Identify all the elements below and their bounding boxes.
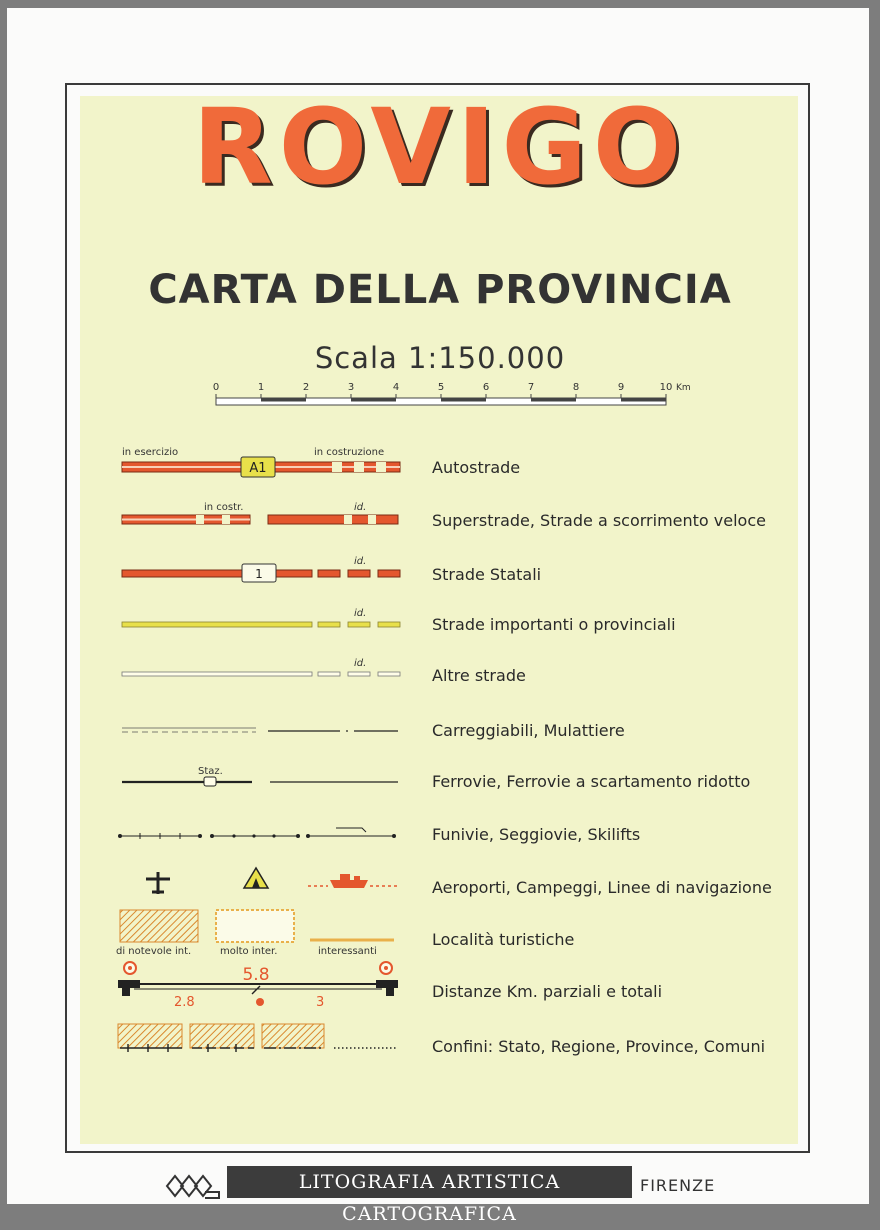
map-title: ROVIGO <box>192 86 688 208</box>
scale-tick-label: 0 <box>212 382 220 393</box>
altre-note-right: id. <box>354 658 367 669</box>
funivie-label: Funivie, Seggiovie, Skilifts <box>432 825 641 844</box>
turistiche-label: Località turistiche <box>432 930 575 949</box>
scale-tick-label: 8 <box>572 382 580 393</box>
provinciali-label: Strade importanti o provinciali <box>432 615 676 634</box>
distanze-part-right: 3 <box>316 995 325 1010</box>
turistiche-note-3: interessanti <box>318 946 377 957</box>
provinciali-note-right: id. <box>354 608 367 619</box>
carreggiabili-label: Carreggiabili, Mulattiere <box>432 721 625 740</box>
distanze-part-left: 2.8 <box>174 995 195 1010</box>
distanze-total: 5.8 <box>242 965 270 985</box>
statali-note-right: id. <box>354 556 367 567</box>
scale-tick-label: 2 <box>302 382 310 393</box>
publisher-name: LITOGRAFIA ARTISTICA CARTOGRAFICA <box>227 1166 632 1198</box>
scale-label: Scala 1:150.000 <box>314 341 566 375</box>
confini-label: Confini: Stato, Regione, Province, Comuni <box>432 1037 766 1056</box>
ferrovie-label: Ferrovie, Ferrovie a scartamento ridotto <box>432 772 751 791</box>
scale-segment <box>441 398 486 402</box>
statali-label: Strade Statali <box>432 565 542 584</box>
scale-tick-label: 6 <box>482 382 490 393</box>
publisher-city: FIRENZE <box>640 1176 716 1195</box>
superstrade-label: Superstrade, Strade a scorrimento veloce <box>432 511 766 530</box>
airplane-icon <box>146 872 170 894</box>
scale-segment <box>621 398 666 402</box>
autostrade-shield: A1 <box>249 461 267 476</box>
superstrade-note-right: id. <box>354 502 367 513</box>
scale-segment <box>351 398 396 402</box>
map-subtitle: CARTA DELLA PROVINCIA <box>148 267 732 313</box>
scale-unit: Km <box>676 383 691 393</box>
aeroporti-label: Aeroporti, Campeggi, Linee di navigazione <box>432 878 772 897</box>
scale-tick-label: 4 <box>392 382 400 393</box>
scale-tick-label: 3 <box>347 382 355 393</box>
scale-tick-label: 5 <box>437 382 445 393</box>
turistiche-symbol <box>112 906 402 958</box>
publisher-logo <box>165 1166 221 1200</box>
altre-strade-symbol <box>118 655 408 689</box>
tent-icon <box>244 868 268 888</box>
aeroporti-symbol <box>118 864 408 898</box>
scale-tick-label: 10 <box>659 382 673 393</box>
turistiche-note-1: di notevole int. <box>116 946 192 957</box>
distanze-symbol <box>112 956 402 1012</box>
distanze-label: Distanze Km. parziali e totali <box>432 982 663 1001</box>
scale-segment <box>261 398 306 402</box>
scale-tick-label: 9 <box>617 382 625 393</box>
superstrade-note-left: in costr. <box>204 502 244 513</box>
ship-icon <box>308 874 398 888</box>
statali-shield: 1 <box>255 567 263 581</box>
autostrade-label: Autostrade <box>432 458 521 477</box>
funivie-symbol <box>118 816 408 850</box>
altre-strade-label: Altre strade <box>432 666 526 685</box>
scale-bar <box>210 378 710 410</box>
superstrade-symbol <box>118 499 408 533</box>
scale-segment <box>531 398 576 402</box>
autostrade-note-right: in costruzione <box>314 447 385 458</box>
ferrovie-symbol <box>118 762 408 796</box>
carreggiabili-symbol <box>118 712 408 746</box>
autostrade-symbol <box>118 444 408 478</box>
ferrovie-note-left: Staz. <box>198 766 223 777</box>
statali-symbol <box>118 553 408 587</box>
turistiche-note-2: molto inter. <box>220 946 278 957</box>
scale-tick-label: 1 <box>257 382 265 393</box>
provinciali-symbol <box>118 605 408 639</box>
autostrade-note-left: in esercizio <box>122 447 179 458</box>
scale-tick-label: 7 <box>527 382 535 393</box>
confini-symbol <box>112 1020 402 1060</box>
